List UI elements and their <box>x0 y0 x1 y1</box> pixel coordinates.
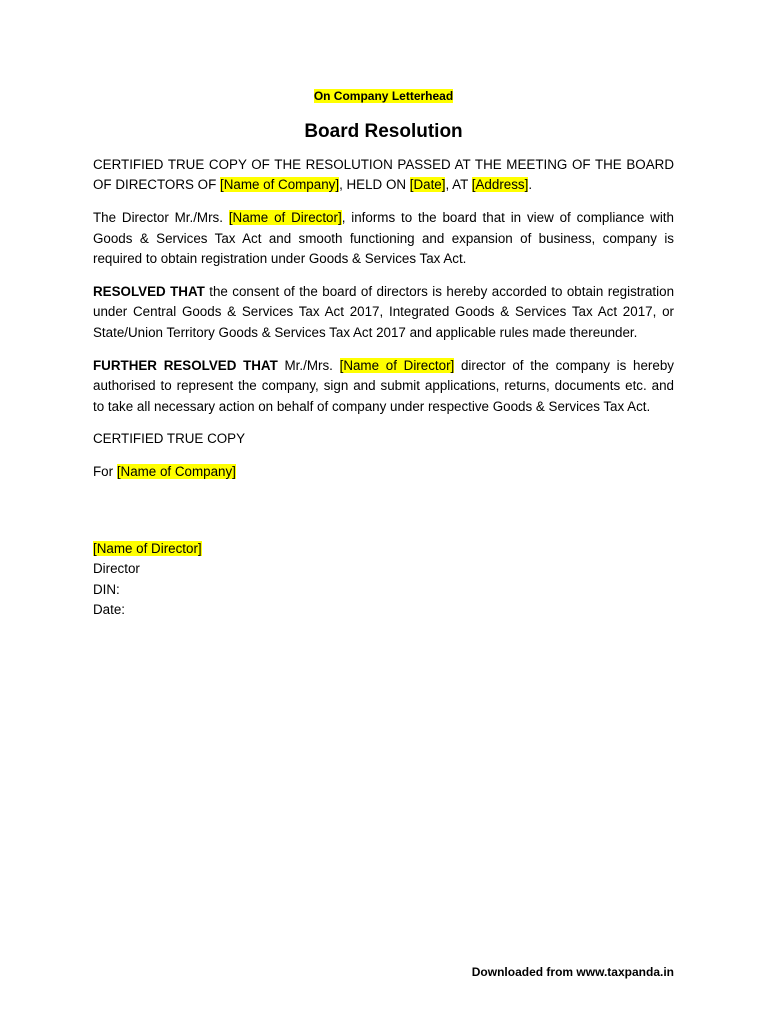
document-title: Board Resolution <box>304 121 463 142</box>
signatory-name-placeholder: [Name of Director] <box>93 540 202 556</box>
paragraph-text: the consent of the board of directors is hereby accorded to obtain registration under Central Goods & Services Tax Act 2017, Integrated Goods & Services Tax Act 2017, or State/Union Territory Goods & Services Tax Act 2017 and applicable rules made thereunder. <box>93 284 675 340</box>
paragraph-text: The Director Mr./Mrs. <box>93 210 229 226</box>
resolved-that-lead: RESOLVED THAT <box>93 284 205 300</box>
director-name-placeholder: [Name of Director] <box>228 210 342 226</box>
din-label: DIN: <box>93 581 120 597</box>
paragraph-text: CERTIFIED TRUE COPY OF THE RESOLUTION PASSED AT THE MEETING OF THE BOARD OF DIRECTORS OF <box>93 157 674 193</box>
signature-block <box>93 539 674 621</box>
paragraph-director-informs <box>93 208 674 269</box>
company-name-placeholder: [Name of Company] <box>219 177 340 193</box>
paragraph-text: , AT <box>445 177 472 193</box>
paragraph-text: Mr./Mrs. <box>277 357 340 373</box>
date-label: Date: <box>93 602 126 617</box>
for-prefix: For <box>93 464 117 480</box>
paragraph-text: , informs to the board that in view of compliance with Goods & Services Tax Act and smooth functioning and expansion of business, company is required to obtain registration under Goods & Services Tax Act. <box>93 210 674 267</box>
paragraph-text: . <box>528 177 533 193</box>
footer-download-source: Downloaded from www.taxpanda.in <box>471 965 674 979</box>
signatory-designation: Director <box>93 561 140 577</box>
paragraph-resolved-that <box>93 282 674 343</box>
paragraph-further-resolved <box>93 356 674 417</box>
paragraph-text: , HELD ON <box>339 177 410 193</box>
director-name-placeholder: [Name of Director] <box>339 357 455 373</box>
for-company-line <box>93 462 674 482</box>
document-body <box>93 86 674 620</box>
company-name-placeholder: [Name of Company] <box>116 464 236 480</box>
letterhead-note <box>93 86 674 106</box>
certified-true-copy-line: CERTIFIED TRUE COPY <box>93 431 246 447</box>
paragraph-certified-resolution <box>93 155 674 196</box>
date-placeholder: [Date] <box>409 177 446 193</box>
signatory-name-line <box>93 539 674 559</box>
letterhead-note-text: On Company Letterhead <box>313 89 454 103</box>
paragraph-text: director of the company is hereby authorised to represent the company, sign and submit applications, returns, documents etc. and to take all necessary action on behalf of company under respective Goods & Services Tax Act. <box>93 357 674 414</box>
address-placeholder: [Address] <box>471 177 529 193</box>
further-resolved-lead: FURTHER RESOLVED THAT <box>93 357 278 373</box>
